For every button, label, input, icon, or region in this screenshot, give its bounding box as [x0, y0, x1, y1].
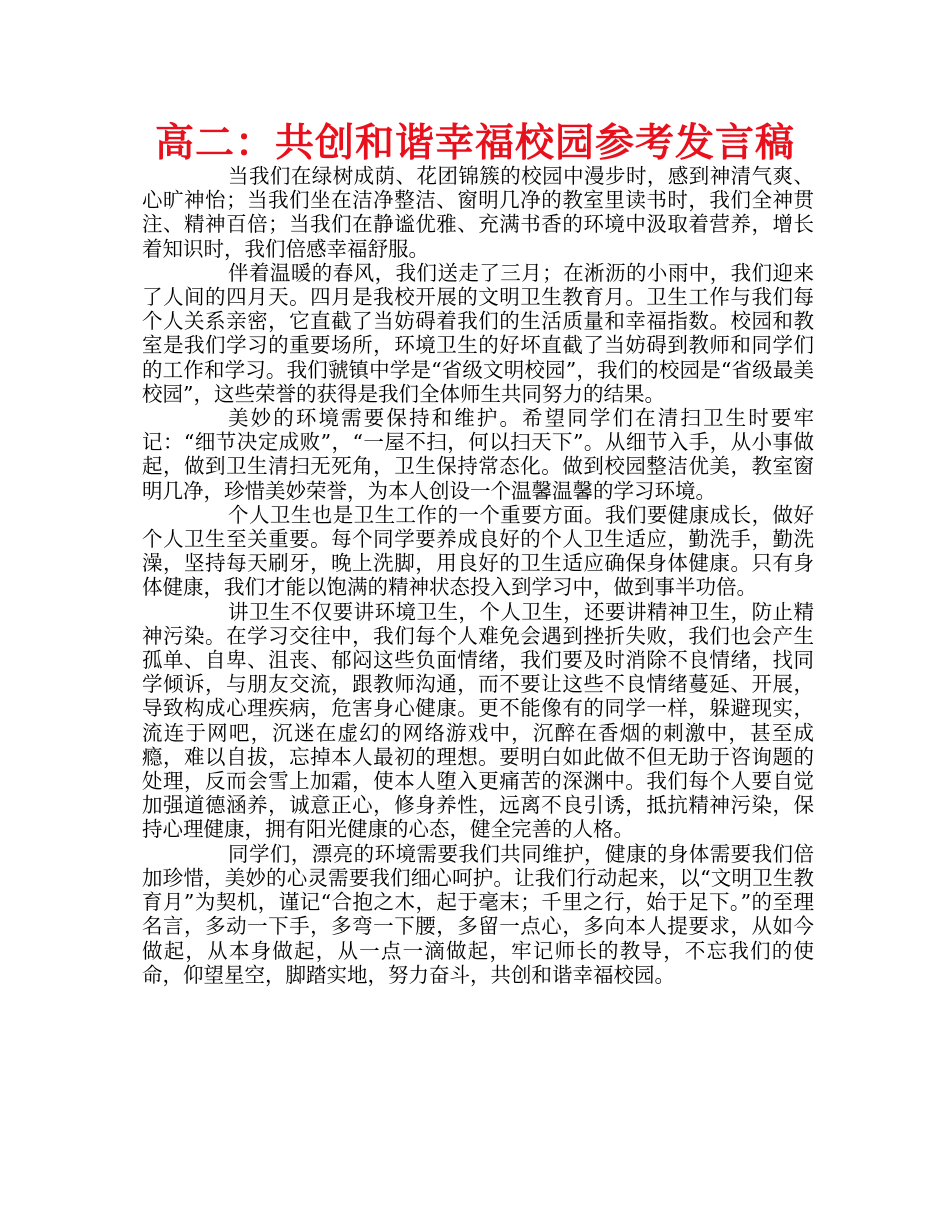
- paragraph-6: 同学们，漂亮的环境需要我们共同维护，健康的身体需要我们倍加珍惜，美妙的心灵需要我们细心呵护。让我们行动起来，以“文明卫生教育月”为契机，谨记“合抱之木，起于毫末；千里之行，始于足下。”的至理名言，多动一下手，多弯一下腰，多留一点心，多向本人提要求，从如今做起，从本身做起，从一点一滴做起，牢记师长的教导，不忘我们的使命，仰望星空，脚踏实地，努力奋斗，共创和谐幸福校园。: [142, 841, 814, 987]
- document-body: [142, 164, 814, 987]
- paragraph-3: 美妙的环境需要保持和维护。希望同学们在清扫卫生时要牢记：“细节决定成败”，“一屋不扫，何以扫天下”。从细节入手，从小事做起，做到卫生清扫无死角，卫生保持常态化。做到校园整洁优美，教室窗明几净，珍惜美妙荣誉，为本人创设一个温馨温馨的学习环境。: [142, 406, 814, 503]
- paragraph-1: 当我们在绿树成荫、花团锦簇的校园中漫步时，感到神清气爽、心旷神怡；当我们坐在洁净整洁、窗明几净的教室里读书时，我们全神贯注、精神百倍；当我们在静谧优雅、充满书香的环境中汲取着营养，增长着知识时，我们倍感幸福舒服。: [142, 164, 814, 261]
- paragraph-2: 伴着温暖的春风，我们送走了三月；在淅沥的小雨中，我们迎来了人间的四月天。四月是我校开展的文明卫生教育月。卫生工作与我们每个人关系亲密，它直截了当妨碍着我们的生活质量和幸福指数。校园和教室是我们学习的重要场所，环境卫生的好坏直截了当妨碍到教师和同学们的工作和学习。我们虢镇中学是“省级文明校园”，我们的校园是“省级最美校园”，这些荣誉的获得是我们全体师生共同努力的结果。: [142, 260, 814, 406]
- paragraph-4: 个人卫生也是卫生工作的一个重要方面。我们要健康成长，做好个人卫生至关重要。每个同学要养成良好的个人卫生适应，勤洗手，勤洗澡，坚持每天刷牙，晚上洗脚，用良好的卫生适应确保身体健康。只有身体健康，我们才能以饱满的精神状态投入到学习中，做到事半功倍。: [142, 502, 814, 600]
- paragraph-5: 讲卫生不仅要讲环境卫生，个人卫生，还要讲精神卫生，防止精神污染。在学习交往中，我们每个人难免会遇到挫折失败，我们也会产生孤单、自卑、沮丧、郁闷这些负面情绪，我们要及时消除不良情绪，找同学倾诉，与朋友交流，跟教师沟通，而不要让这些不良情绪蔓延、开展，导致构成心理疾病，危害身心健康。更不能像有的同学一样，躲避现实，流连于网吧，沉迷在虚幻的网络游戏中，沉醉在香烟的刺激中，甚至成瘾，难以自拔，忘掉本人最初的理想。要明白如此做不但无助于咨询题的处理，反而会雪上加霜，使本人堕入更痛苦的深渊中。我们每个人要自觉加强道德涵养，诚意正心，修身养性，远离不良引诱，抵抗精神污染，保持心理健康，拥有阳光健康的心态，健全完善的人格。: [142, 599, 814, 842]
- document-title: 高二：共创和谐幸福校园参考发言稿: [154, 121, 795, 166]
